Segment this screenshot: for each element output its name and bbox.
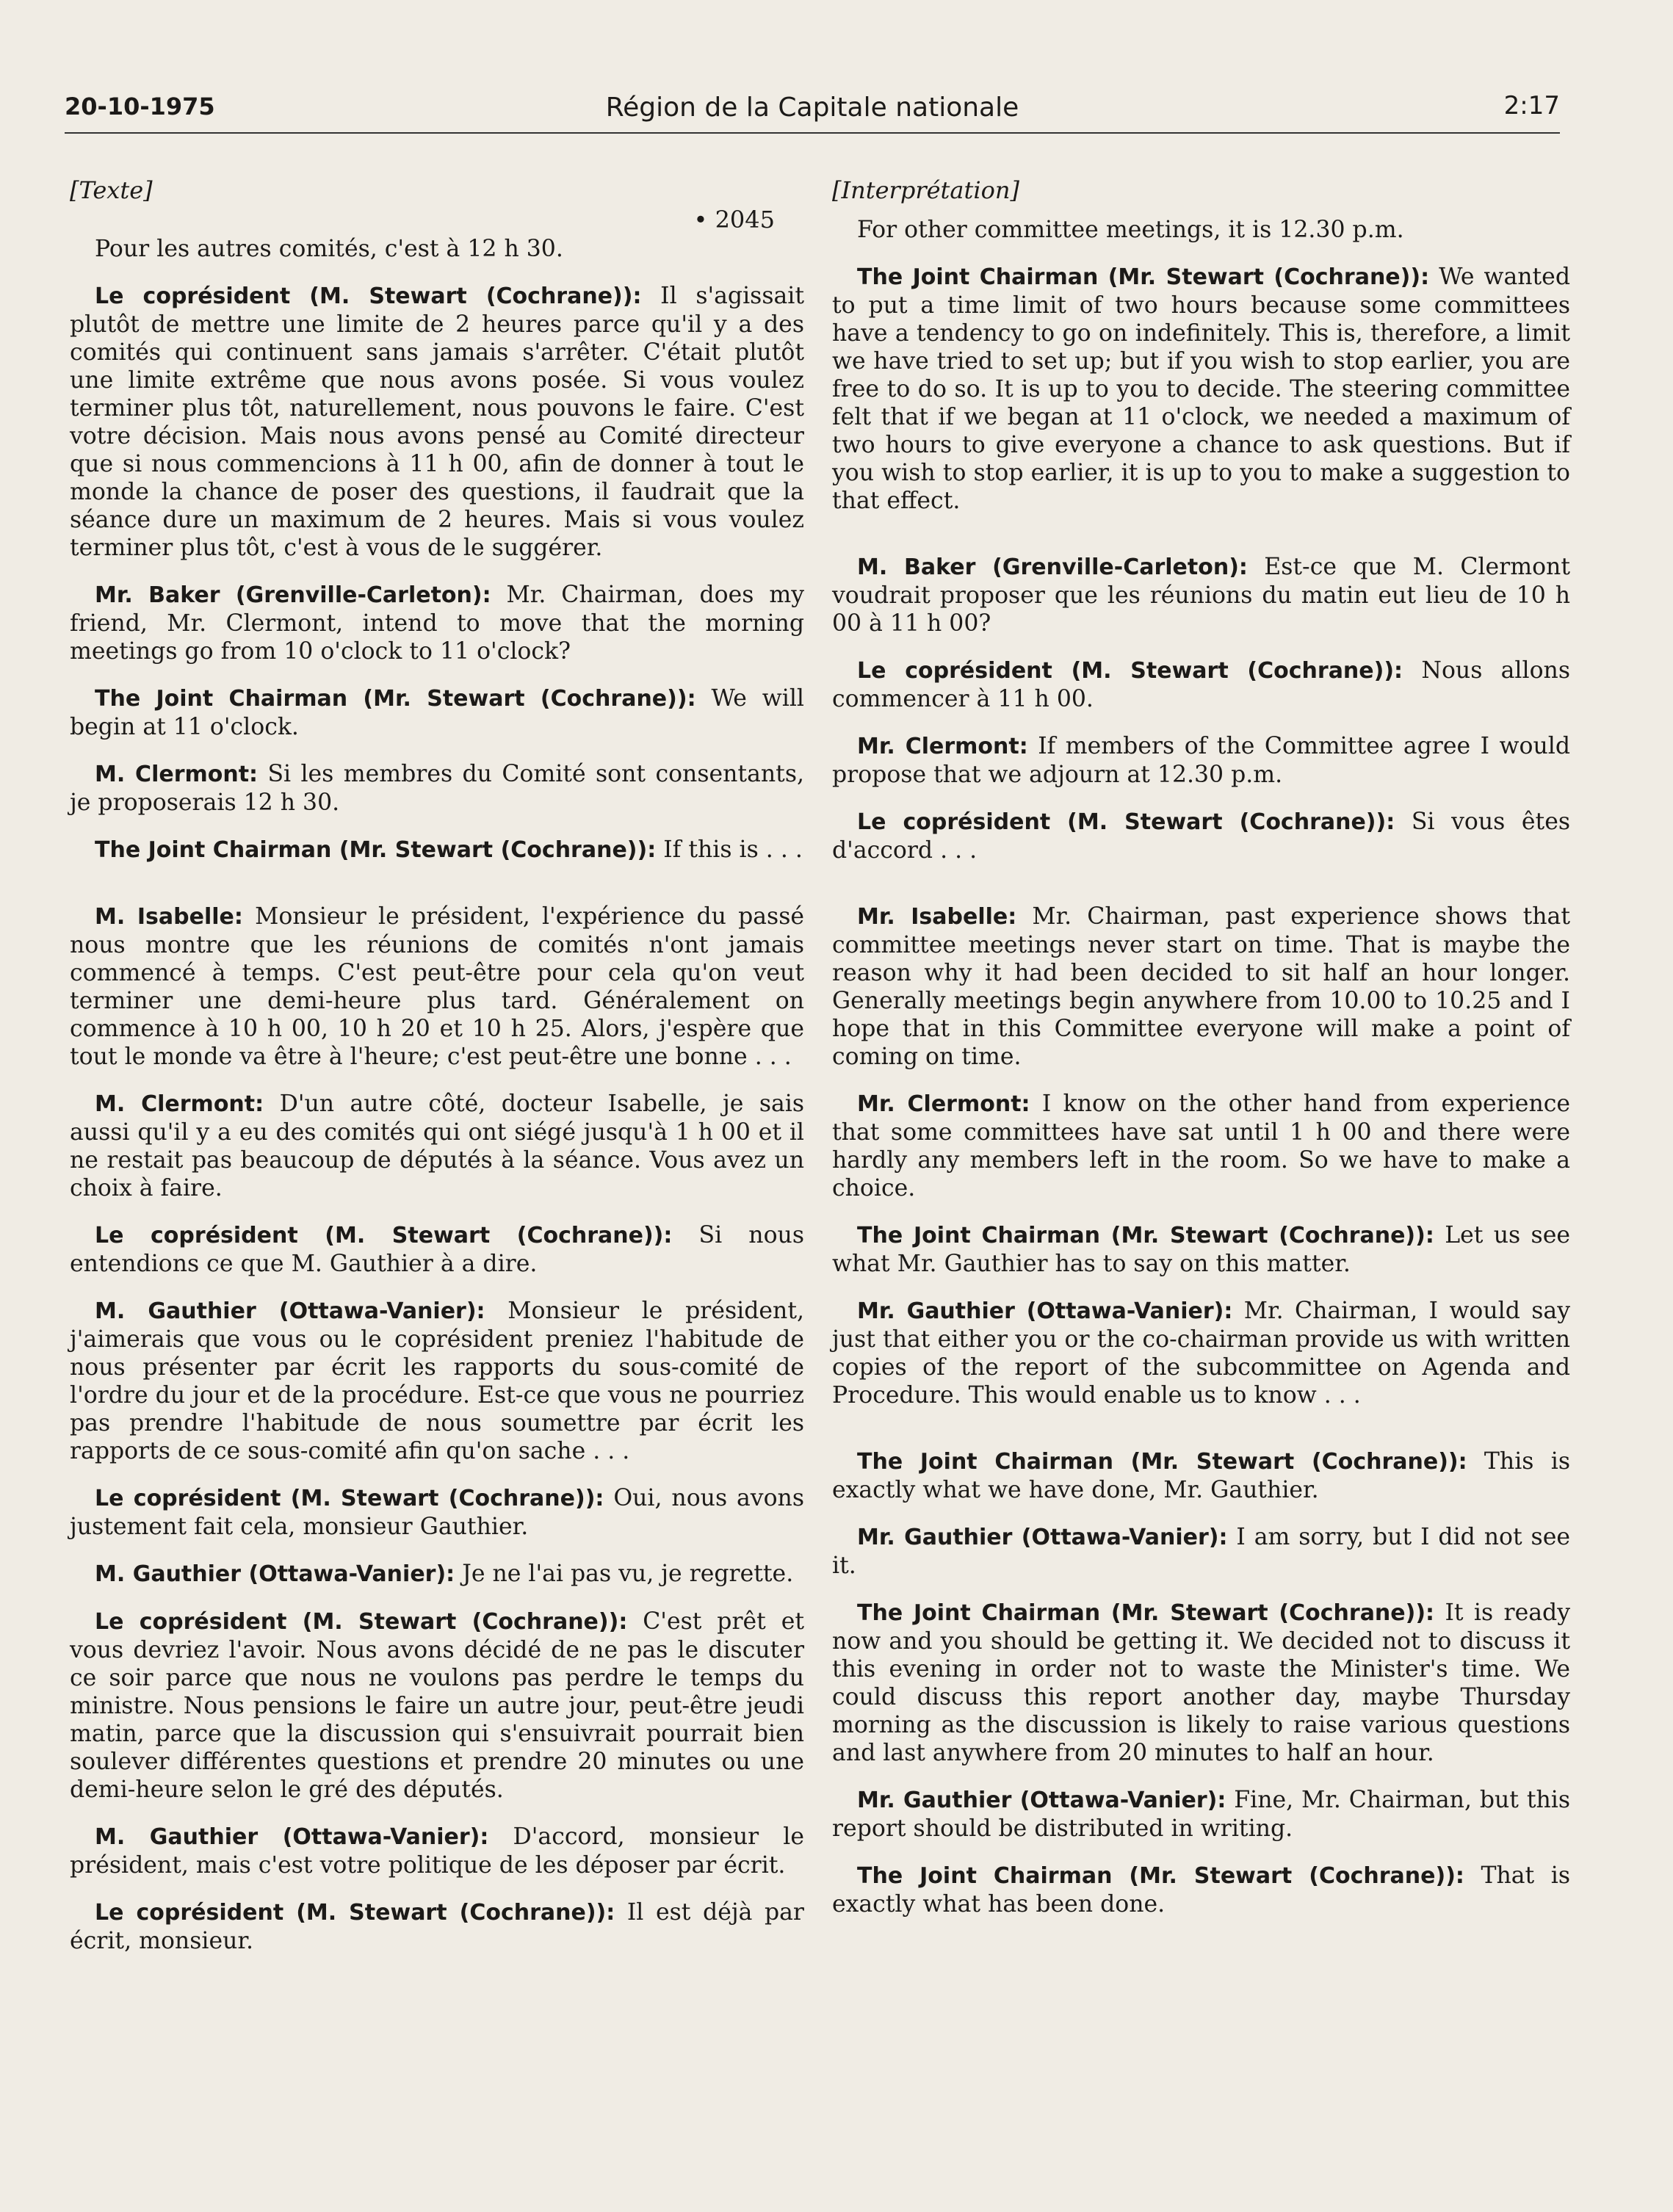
speech-paragraph — [70, 1560, 804, 1588]
speaker-name: Mr. Gauthier (Ottawa-Vanier): — [857, 1788, 1226, 1813]
speech-paragraph — [832, 263, 1570, 515]
left-column — [70, 176, 804, 1974]
speech-text: Mr. Chairman, I would say just that either you or the co-chairman provide us with written copies of the report of the subcommittee on Agenda and Procedure. This would enable us to know . . . — [832, 1298, 1571, 1409]
speech-text: Il s'agissait plutôt de mettre une limite de 2 heures parce qu'il y a des comités qui continuent sans jamais s'arrêter. C'était plutôt une limite extrême que nous avons posée. Si vous voulez terminer plus tôt, naturellement, nous pouvons le faire. C'est votre décision. Mais nous avons pensé au Comité directeur que si nous commencions à 11 h 00, afin de donner à tout le monde la chance de poser des questions, il faudrait que la séance dure un maximum de 2 heures. Mais si vous voulez terminer plus tôt, c'est à vous de le suggérer. — [70, 283, 805, 561]
speaker-name: Le coprésident (M. Stewart (Cochrane)): — [95, 283, 642, 309]
speech-text: Est-ce que M. Clermont voudrait proposer que les réunions du matin eut lieu de 10 h 00 à 11 h 00? — [832, 554, 1570, 637]
speaker-name: M. Isabelle: — [95, 904, 243, 930]
speaker-name: The Joint Chairman (Mr. Stewart (Cochrane)): — [857, 1600, 1435, 1626]
speech-paragraph — [832, 1523, 1570, 1580]
speech-text: Si nous entendions ce que M. Gauthier à a dire. — [70, 1222, 805, 1277]
speech-paragraph — [832, 1786, 1570, 1843]
speech-paragraph — [832, 1090, 1570, 1202]
speech-text: We will begin at 11 o'clock. — [70, 685, 804, 740]
speech-paragraph — [832, 216, 1570, 244]
speaker-name: M. Baker (Grenville-Carleton): — [857, 554, 1248, 580]
speech-text: It is ready now and you should be getting it. We decided not to discuss it this evening in order not to waste the Minister's time. We could discuss this report another day, maybe Thursday morning as the discussion is likely to raise various questions and last anywhere from 20 minutes to half an hour. — [832, 1600, 1570, 1766]
speaker-name: M. Gauthier (Ottawa-Vanier): — [95, 1561, 455, 1587]
speech-paragraph — [70, 1090, 804, 1202]
left-column-body — [70, 235, 804, 1955]
speech-text: If this is . . . — [663, 836, 803, 863]
speech-text: Nous allons commencer à 11 h 00. — [832, 657, 1571, 712]
speech-paragraph — [832, 1447, 1570, 1504]
speaker-name: Le coprésident (M. Stewart (Cochrane)): — [95, 1609, 628, 1635]
speech-paragraph — [70, 760, 804, 817]
speech-text: I am sorry, but I did not see it. — [832, 1524, 1570, 1579]
speaker-name: The Joint Chairman (Mr. Stewart (Cochrane)): — [857, 1863, 1464, 1889]
speech-text: Je ne l'ai pas vu, je regrette. — [462, 1561, 794, 1587]
speech-text: Mr. Chairman, does my friend, Mr. Clermont, intend to move that the morning meetings go from 10 o'clock to 11 o'clock? — [70, 582, 804, 665]
right-column-body — [832, 216, 1570, 1918]
speaker-name: Mr. Gauthier (Ottawa-Vanier): — [857, 1298, 1233, 1324]
speech-text: Fine, Mr. Chairman, but this report should be distributed in writing. — [832, 1787, 1571, 1842]
speech-text: D'accord, monsieur le président, mais c'est votre politique de les déposer par écrit. — [70, 1824, 804, 1879]
page-header — [65, 87, 1560, 134]
speech-text: If members of the Committee agree I would propose that we adjourn at 12.30 p.m. — [832, 733, 1571, 788]
speaker-name: The Joint Chairman (Mr. Stewart (Cochrane)): — [95, 686, 696, 712]
speech-paragraph — [70, 235, 804, 263]
speech-text: Pour les autres comités, c'est à 12 h 30. — [95, 236, 563, 262]
speech-paragraph — [70, 684, 804, 741]
speech-text: Monsieur le président, l'expérience du passé nous montre que les réunions de comités n'ont jamais commencé à temps. C'est peut-être pour cela qu'on veut terminer une demi-heure plus tard. Généralement on commence à 10 h 00, 10 h 20 et 10 h 25. Alors, j'espère que tout le monde va être à l'heure; c'est peut-être une bonne . . . — [70, 903, 805, 1070]
speech-paragraph — [832, 1862, 1570, 1918]
time-marker: • 2045 — [693, 206, 775, 234]
speech-paragraph — [832, 808, 1570, 864]
speech-text: This is exactly what we have done, Mr. Gauthier. — [832, 1448, 1570, 1503]
speech-paragraph — [70, 1823, 804, 1879]
speech-text: Si vous êtes d'accord . . . — [832, 809, 1571, 864]
speech-text: We wanted to put a time limit of two hours because some committees have a tendency to go on indefinitely. This is, therefore, a limit we have tried to set up; but if you wish to stop earlier, you are free to do so. It is up to you to decide. The steering committee felt that if we began at 11 o'clock, we needed a maximum of two hours to give everyone a chance to ask questions. But if you wish to stop earlier, it is up to you to make a suggestion to that effect. — [832, 264, 1570, 514]
speech-paragraph — [70, 282, 804, 562]
speech-text: Mr. Chairman, past experience shows that committee meetings never start on time. That is maybe the reason why it had been decided to sit half an hour longer. Generally meetings begin anywhere from 10.00 to 10.25 and I hope that in this Committee everyone will make a point of coming on time. — [832, 903, 1570, 1070]
speaker-name: Mr. Clermont: — [857, 1091, 1030, 1117]
speech-paragraph — [832, 903, 1570, 1071]
speech-paragraph — [832, 657, 1570, 713]
speaker-name: Mr. Isabelle: — [857, 904, 1017, 930]
speech-paragraph — [832, 732, 1570, 789]
speech-paragraph — [832, 553, 1570, 637]
speech-text: D'un autre côté, docteur Isabelle, je sais aussi qu'il y a eu des comités qui ont siégé jusqu'à 1 h 00 et il ne restait pas beaucoup de députés à la séance. Vous avez un choix à faire. — [70, 1091, 805, 1201]
speaker-name: Mr. Gauthier (Ottawa-Vanier): — [857, 1525, 1228, 1550]
speech-paragraph — [832, 1221, 1570, 1278]
speaker-name: M. Gauthier (Ottawa-Vanier): — [95, 1298, 485, 1324]
speaker-name: The Joint Chairman (Mr. Stewart (Cochrane)): — [857, 264, 1430, 290]
speech-paragraph — [832, 1599, 1570, 1767]
left-column-label: [Texte] — [70, 176, 153, 204]
header-date: 20-10-1975 — [65, 93, 215, 120]
speech-paragraph — [70, 1221, 804, 1278]
speaker-name: Le coprésident (M. Stewart (Cochrane)): — [95, 1486, 604, 1511]
speaker-name: Le coprésident (M. Stewart (Cochrane)): — [857, 658, 1403, 684]
speaker-name: The Joint Chairman (Mr. Stewart (Cochrane)): — [95, 837, 657, 863]
speech-text: I know on the other hand from experience that some committees have sat until 1 h 00 and there were hardly any members left in the room. So we have to make a choice. — [832, 1091, 1571, 1201]
speech-paragraph — [70, 581, 804, 665]
speaker-name: Le coprésident (M. Stewart (Cochrane)): — [857, 809, 1395, 835]
speech-paragraph — [70, 1484, 804, 1541]
speech-text: Oui, nous avons justement fait cela, monsieur Gauthier. — [70, 1485, 804, 1540]
speech-text: Let us see what Mr. Gauthier has to say on this matter. — [832, 1222, 1570, 1277]
speech-text: For other committee meetings, it is 12.30 p.m. — [857, 217, 1404, 243]
speech-paragraph — [70, 836, 804, 864]
speech-paragraph — [70, 1898, 804, 1955]
speaker-name: Le coprésident (M. Stewart (Cochrane)): — [95, 1900, 615, 1926]
speech-paragraph — [70, 1608, 804, 1804]
right-column-label: [Interprétation] — [832, 176, 1019, 204]
speech-text: C'est prêt et vous devriez l'avoir. Nous avons décidé de ne pas le discuter ce soir parce que nous ne voulons pas perdre le temps du ministre. Nous pensions le faire un autre jour, peut-être jeudi matin, parce que la discussion qui s'ensuivrait pourrait bien soulever différentes questions et prendre 20 minutes ou une demi-heure selon le gré des députés. — [70, 1608, 804, 1803]
speaker-name: M. Clermont: — [95, 1091, 264, 1117]
header-page-number: 2:17 — [1503, 91, 1560, 120]
speaker-name: The Joint Chairman (Mr. Stewart (Cochrane)): — [857, 1449, 1467, 1475]
header-title: Région de la Capitale nationale — [605, 93, 1019, 123]
speech-text: Si les membres du Comité sont consentants, je proposerais 12 h 30. — [70, 761, 804, 816]
speaker-name: M. Gauthier (Ottawa-Vanier): — [95, 1824, 489, 1850]
speaker-name: Mr. Baker (Grenville-Carleton): — [95, 582, 491, 608]
speech-text: Il est déjà par écrit, monsieur. — [70, 1899, 804, 1954]
right-column — [832, 176, 1570, 1937]
speech-text: Monsieur le président, j'aimerais que vous ou le coprésident preniez l'habitude de nous présenter par écrit les rapports du sous-comité de l'ordre du jour et de la procédure. Est-ce que vous ne pourriez pas prendre l'habitude de nous soumettre par écrit les rapports de ce sous-comité afin qu'on sache . . . — [70, 1298, 805, 1464]
speaker-name: Mr. Clermont: — [857, 734, 1028, 759]
speech-text: That is exactly what has been done. — [832, 1862, 1570, 1918]
speaker-name: M. Clermont: — [95, 762, 259, 787]
speech-paragraph — [70, 903, 804, 1071]
speech-paragraph — [70, 1297, 804, 1465]
speaker-name: The Joint Chairman (Mr. Stewart (Cochrane)): — [857, 1223, 1434, 1248]
speech-paragraph — [832, 1297, 1570, 1409]
speaker-name: Le coprésident (M. Stewart (Cochrane)): — [95, 1223, 673, 1248]
